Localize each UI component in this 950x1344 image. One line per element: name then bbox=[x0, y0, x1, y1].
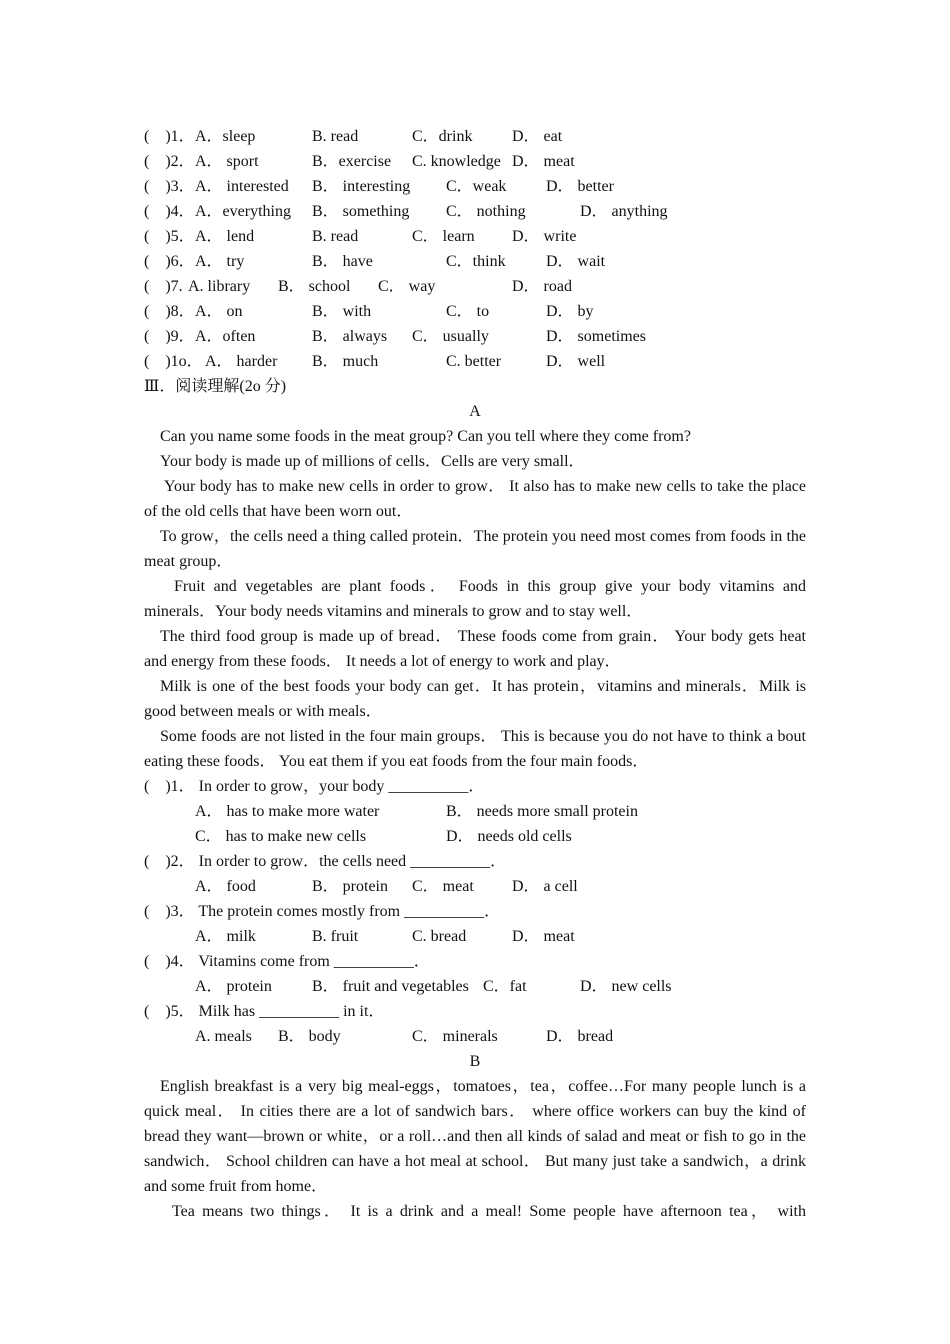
option-b: B． school bbox=[278, 278, 351, 295]
question-number: ( )2． bbox=[144, 153, 195, 170]
option-a: A． on bbox=[195, 303, 243, 320]
question-number: ( )3． bbox=[144, 178, 195, 195]
question-number: ( )5． bbox=[144, 228, 195, 245]
option-c: C． usually bbox=[412, 328, 489, 345]
option-d: D． anything bbox=[580, 203, 668, 220]
passage-a-paragraph: Your body has to make new cells in order to grow． It also has to make new cells to take the place of the old cells that have been worn out． bbox=[144, 478, 806, 520]
option-c: C．weak bbox=[446, 178, 507, 195]
passage-a-paragraph: The third food group is made up of bread． These foods come from grain． Your body gets heat and energy from these foods． It needs a lot of energy to work and play． bbox=[144, 628, 806, 670]
option-b: B． have bbox=[312, 253, 373, 270]
option-c: C．think bbox=[446, 253, 506, 270]
question-stem: ( )4． Vitamins come from __________． bbox=[144, 953, 430, 970]
question-number: ( )9． bbox=[144, 328, 195, 345]
option-a: A． try bbox=[195, 253, 245, 270]
option-c: C. bread bbox=[412, 928, 467, 945]
option-b: B. read bbox=[312, 128, 359, 145]
option-d: D． meat bbox=[512, 928, 575, 945]
option-a: A． milk bbox=[195, 928, 256, 945]
question-number: ( )1． bbox=[144, 128, 195, 145]
option-a: A． harder bbox=[205, 353, 278, 370]
option-c: C. better bbox=[446, 353, 502, 370]
option-a: A． food bbox=[195, 878, 256, 895]
option-b: B. read bbox=[312, 228, 359, 245]
option-b: B． with bbox=[312, 303, 372, 320]
question-number: ( )7. bbox=[144, 278, 183, 295]
question-number: ( )4． bbox=[144, 203, 195, 220]
passage-a-paragraph: Milk is one of the best foods your body can get．It has protein，vitamins and minerals．Milk is good between meals or with meals． bbox=[144, 678, 806, 720]
option-d: D． write bbox=[512, 228, 577, 245]
option-c: C．drink bbox=[412, 128, 473, 145]
option-b: B． protein bbox=[312, 878, 388, 895]
option-d: D． sometimes bbox=[546, 328, 646, 345]
option-a: A．everything bbox=[195, 203, 291, 220]
option-b: B．exercise bbox=[312, 153, 392, 170]
option-b: B． something bbox=[312, 203, 410, 220]
option-b: B． interesting bbox=[312, 178, 411, 195]
option-d: D． wait bbox=[546, 253, 606, 270]
section-heading: Ⅲ．阅读理解(2o 分) bbox=[144, 378, 287, 395]
option-b: B. fruit bbox=[312, 928, 359, 945]
option-a: A．often bbox=[195, 328, 256, 345]
option-a: A．sleep bbox=[195, 128, 256, 145]
passage-b-paragraph: Tea means two things． It is a drink and a meal! Some people have afternoon tea， with bbox=[172, 1203, 806, 1220]
passage-a-paragraph: Fruit and vegetables are plant foods． Foods in this group give your body vitamins and minerals．Your body needs vitamins and minerals to grow and to stay well． bbox=[144, 578, 806, 620]
option-d: D． a cell bbox=[512, 878, 578, 895]
question-stem: ( )2． In order to grow．the cells need __________． bbox=[144, 853, 507, 870]
option-c: C．fat bbox=[483, 978, 527, 995]
option-b: B． fruit and vegetables bbox=[312, 978, 469, 995]
question-stem: ( )3． The protein comes mostly from __________． bbox=[144, 903, 501, 920]
option-a: A． sport bbox=[195, 153, 259, 170]
option-a: A. meals bbox=[195, 1028, 252, 1045]
passage-a-paragraph: Your body is made up of millions of cells．Cells are very small． bbox=[160, 453, 585, 470]
question-number: ( )1o． bbox=[144, 353, 203, 370]
option-c: C． learn bbox=[412, 228, 475, 245]
question-number: ( )8． bbox=[144, 303, 195, 320]
option-c: C． nothing bbox=[446, 203, 526, 220]
passage-a-label: A bbox=[469, 403, 481, 420]
option-c: C． meat bbox=[412, 878, 474, 895]
option-c: C． to bbox=[446, 303, 490, 320]
option-d: D． needs old cells bbox=[446, 828, 572, 845]
option-d: D． meat bbox=[512, 153, 575, 170]
option-c: C． minerals bbox=[412, 1028, 498, 1045]
option-c: C． has to make new cells bbox=[195, 828, 367, 845]
question-stem: ( )1． In order to grow，your body __________． bbox=[144, 778, 485, 795]
option-a: A． interested bbox=[195, 178, 289, 195]
passage-b-label: B bbox=[469, 1053, 481, 1070]
option-a: A． protein bbox=[195, 978, 272, 995]
option-b: B． needs more small protein bbox=[446, 803, 638, 820]
option-a: A. library bbox=[188, 278, 251, 295]
option-c: C. knowledge bbox=[412, 153, 501, 170]
option-a: A． has to make more water bbox=[195, 803, 380, 820]
option-d: D． well bbox=[546, 353, 606, 370]
option-d: D． road bbox=[512, 278, 572, 295]
option-d: D． better bbox=[546, 178, 614, 195]
option-b: B． body bbox=[278, 1028, 341, 1045]
passage-a-paragraph: Some foods are not listed in the four main groups． This is because you do not have to think a bout eating these foods． You eat them if you eat foods from the four main foods． bbox=[144, 728, 807, 770]
question-number: ( )6． bbox=[144, 253, 195, 270]
question-stem: ( )5． Milk has __________ in it． bbox=[144, 1003, 385, 1020]
passage-b-paragraph: English breakfast is a very big meal-eggs，tomatoes，tea，coffee…For many people lunch is a quick meal． In cities there are a lot of sandwich bars． where office workers can buy the kind of bread they want—brown or white，or a roll…and then all kinds of salad and meat or fish to go in the sandwich． School children can have a hot meal at school． But many just take a sandwich，a drink and some fruit from home． bbox=[144, 1078, 806, 1195]
passage-a-paragraph: Can you name some foods in the meat group? Can you tell where they come from? bbox=[160, 428, 691, 445]
option-a: A． lend bbox=[195, 228, 255, 245]
option-c: C． way bbox=[378, 278, 436, 295]
option-d: D． by bbox=[546, 303, 594, 320]
option-b: B． always bbox=[312, 328, 388, 345]
option-b: B． much bbox=[312, 353, 379, 370]
passage-a-paragraph: To grow，the cells need a thing called protein．The protein you need most comes from foods in the meat group． bbox=[144, 528, 806, 570]
option-d: D． eat bbox=[512, 128, 563, 145]
option-d: D． new cells bbox=[580, 978, 672, 995]
option-d: D． bread bbox=[546, 1028, 614, 1045]
